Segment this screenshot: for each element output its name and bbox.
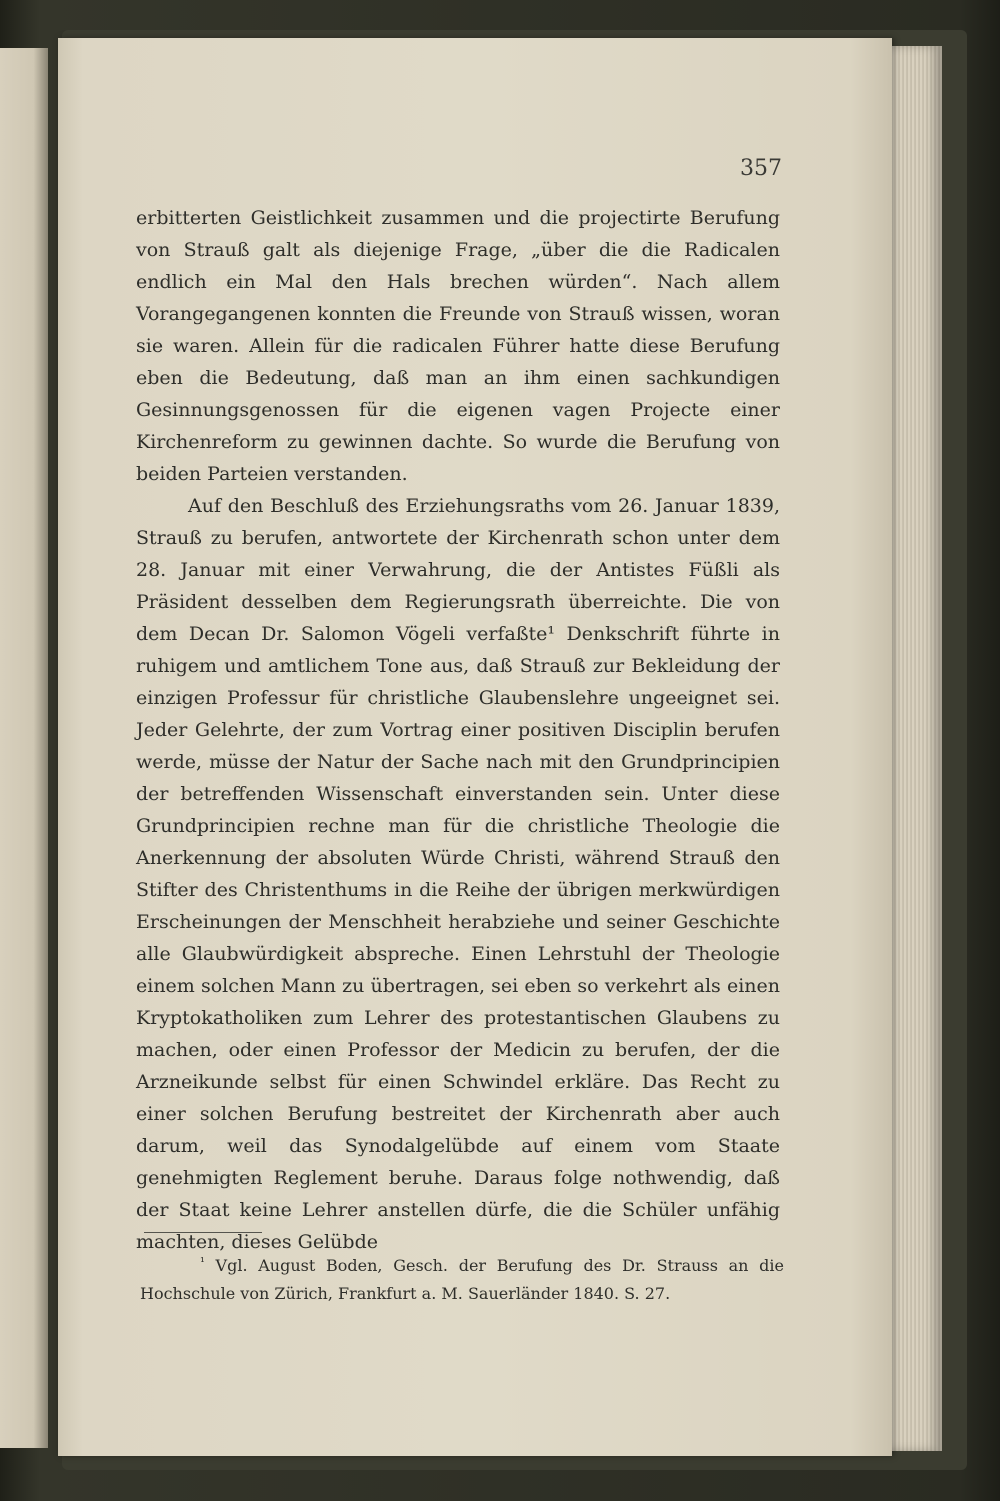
- page-number: 357: [740, 156, 782, 181]
- main-text: [136, 202, 780, 1258]
- page-stack-edge: [884, 46, 942, 1451]
- paragraph-continuation: erbitterten Geistlichkeit zusammen und die projectirte Berufung von Strauß galt als diejenige Frage, „über die die Radicalen endlich ein Mal den Hals brechen würden“. Nach allem Vorangegangenen konnten die Freunde von Strauß wissen, woran sie waren. Allein für die radicalen Führer hatte diese Berufung eben die Bedeutung, daß man an ihm einen sachkundigen Gesinnungsgenossen für die eigenen vagen Projecte einer Kirchenreform zu gewinnen dachte. So wurde die Berufung von beiden Parteien verstanden.: [136, 207, 780, 485]
- footnote-text: Vgl. August Boden, Gesch. der Berufung des Dr. Strauss an die Hochschule von Zürich, Frankfurt a. M. Sauerländer 1840. S. 27.: [140, 1256, 784, 1303]
- previous-page-edge: [0, 48, 48, 1448]
- paragraph: Auf den Beschluß des Erziehungsraths vom 26. Januar 1839, Strauß zu berufen, antwortete der Kirchenrath schon unter dem 28. Januar mit einer Verwahrung, die der Antistes Füßli als Präsident desselben dem Regierungsrath überreichte. Die von dem Decan Dr. Salomon Vögeli verfaßte¹ Denkschrift führte in ruhigem und amtlichem Tone aus, daß Strauß zur Bekleidung der einzigen Professur für christliche Glaubenslehre ungeeignet sei. Jeder Gelehrte, der zum Vortrag einer positiven Disciplin berufen werde, müsse der Natur der Sache nach mit den Grundprincipien der betreffenden Wissenschaft einverstanden sein. Unter diese Grundprincipien rechne man für die christliche Theologie die Anerkennung der absoluten Würde Christi, während Strauß den Stifter des Christenthums in die Reihe der übrigen merkwürdigen Erscheinungen der Menschheit herabziehe und seiner Geschichte alle Glaubwürdigkeit abspreche. Einen Lehrstuhl der Theologie einem solchen Mann zu übertragen, sei eben so verkehrt als einen Kryptokatholiken zum Lehrer des protestantischen Glaubens zu machen, oder einen Professor der Medicin zu berufen, der die Arzneikunde selbst für einen Schwindel erkläre. Das Recht zu einer solchen Berufung bestreitet der Kirchenrath aber auch darum, weil das Synodalgelübde auf einem vom Staate genehmigten Reglement beruhe. Daraus folge nothwendig, daß der Staat keine Lehrer anstellen dürfe, die die Schüler unfähig machten, dieses Gelübde: [136, 495, 780, 1253]
- footnote-divider: [144, 1232, 262, 1233]
- footnote-marker: ¹: [200, 1255, 205, 1269]
- footnote: [140, 1252, 784, 1308]
- book-page: [58, 38, 892, 1456]
